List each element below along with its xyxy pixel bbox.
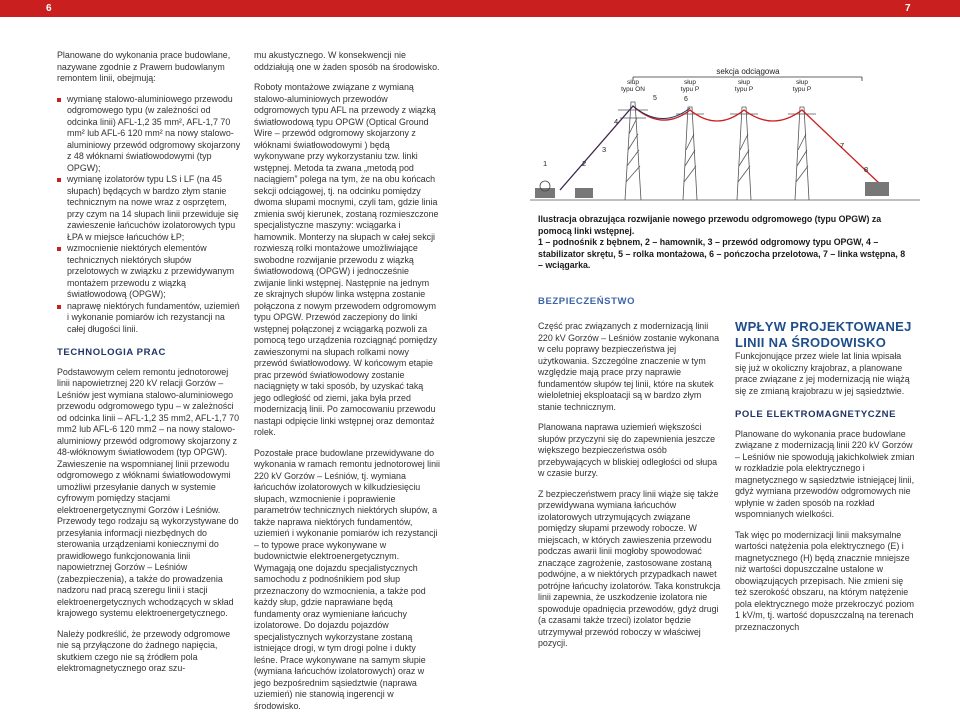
paragraph: Część prac związanych z modernizacją linii 220 kV Gorzów – Leśniów zostanie wykonana w celu poprawy bezpieczeństwa jej użytkowania. Szczególne znaczenie w tym względzie mają prace przy naprawie fundamentów słupów tej linii, które na skutek wieloletniej eksploatacji są w bardzo złym stanie technicznym.	[538, 321, 720, 412]
puller-icon	[865, 182, 889, 196]
number-5: 5	[653, 95, 657, 102]
list-item: wymianę stalowo-aluminiowego przewodu odgromowego typu (w zależności od odcinka linii) AFL-1,2 35 mm², AFL-1,7 70 mm² lub AFL-6 120 mm² na nowy stalowo-aluminiowy przewód odgromowy skojarzony z 48 włóknami światłowodowymi (typ OPGW);	[57, 94, 243, 175]
section-heading-emf: POLE ELEKTROMAGNETYCZNE	[735, 409, 897, 420]
caption-title: Ilustracja obrazująca rozwijanie nowego przewodu odgromowego (typu OPGW) za pomocą linki wstępnej.	[538, 214, 882, 236]
column-2	[254, 50, 440, 721]
figure-caption	[538, 214, 910, 272]
paragraph: Roboty montażowe związane z wymianą stalowo-aluminiowych przewodów odgromowych typu AFL na przewody z wiązką światłowodową typu OPGW (Optical Ground Wire – przewód odgromowy skojarzony z włóknami światłowodowymi ) będą wykonywane przy wykorzystaniu tzw. linki wstępnej. Metoda ta zwana „metodą pod naciągiem” polega na tym, że na obu końcach sekcji odciągowej, tj. na odcinku pomiędzy dwoma słupami mocnymi, czyli tam, gdzie linia zmienia swój kierunek, zostaną rozmieszczone specjalistyczne maszyny: wciągarka i hamownik. Monterzy na słupach w całej sekcji rozwieszą rolki montażowe umożliwiające swobodne rozwijanie przewodu z wiązką światłowodową (OPGW) i jednocześnie zwijanie linki wstępnej. Następnie na jednym ze skrajnych słupów linka wstępna zostanie połączona z nowym przewodem odgromowym typu OPGW. Przewód zaczepiony do linki wstępnej połączonej z wciągarką pozwoli za pomocą tego urządzenia rozciągnąć pomiędzy zawieszonymi na słupach rolkami nowy przewód światłowodowy. W końcowym etapie prac przewód światłowodowy zostanie naciągnięty w taki sposób, by uzyskać taką jego odległość od ziemi, jaka była przed modernizacją linii. Po zamocowaniu przewodu nastąpi odpięcie linki wstępnej oraz demontaż rolek.	[254, 82, 439, 437]
column-3	[538, 321, 724, 659]
number-6: 6	[684, 96, 688, 103]
paragraph: Z bezpieczeństwem pracy linii wiąże się także przewidywana wymiana łańcuchów izolatorowych utrzymujących związane pomiędzy słupami przewody robocze. W miejscach, w których zawieszenia przewodu podczas awarii linii mogłoby spowodować znaczące zagrożenie, zastosowane zostaną podwójne, a w niektórych przypadkach nawet potrójne łańcuchy izolatorów. Taka konstrukcja linii zapewnia, że uszkodzenie izolatora nie spowoduje opadnięcia przewodów, gdyż drugi (a czasami także trzeci) izolator będzie utrzymywał przewód roboczy w właściwej pozycji.	[538, 488, 721, 648]
list-item: wzmocnienie niektórych elementów technicznych niektórych słupów przelotowych w związku z przewidywanym montażem przewodu z wiązką światłowodową (OPGW);	[57, 243, 243, 301]
works-list	[57, 94, 243, 336]
tensioner-icon	[575, 188, 593, 198]
drum-truck-icon	[535, 188, 555, 198]
tower-icon	[730, 107, 758, 200]
list-item: naprawę niektórych fundamentów, uziemień i wykonanie pomiarów ich rezystancji na całej długości linii.	[57, 301, 243, 336]
section-heading-safety: BEZPIECZEŃSTWO	[538, 296, 636, 307]
page-header-bar	[0, 0, 960, 17]
column-1	[57, 50, 243, 684]
number-7: 7	[840, 141, 845, 150]
tower-icon	[676, 107, 704, 200]
column-4	[735, 321, 915, 642]
caption-legend: 1 – podnośnik z bębnem, 2 – hamownik, 3 – przewód odgromowy typu OPGW, 4 – stabilizator skrętu, 5 – rolka montażowa, 6 – pończocha przelotowa, 7 – linka wstępna, 8 – wciągarka.	[538, 237, 906, 270]
list-item: wymianę izolatorów typu LS i LF (na 45 słupach) będących w bardzo złym stanie technicznym na nowe wraz z osprzętem, przy czym na 14 słupach linii przewiduje się zawieszenie łańcuchów izolatorowych typu ŁPA w miejsce łańcuchów ŁP;	[57, 174, 243, 243]
tower-label: słup typu P	[680, 79, 700, 93]
number-8: 8	[864, 165, 869, 174]
number-4: 4	[614, 117, 619, 126]
opgw-conductor	[560, 106, 690, 190]
paragraph: Tak więc po modernizacji linii maksymalne wartości natężenia pola elektrycznego (E) i magnetycznego (H) będą znacznie mniejsze niż wartości dopuszczalne ustalone w obowiązujących przepisach. Nie zmieni się też szerokość obszaru, na którym natężenie pola elektrycznego może przekroczyć poziom 1 kV/m, tj. wartość dopuszczalną na terenach przeznaczonych	[735, 529, 915, 632]
paragraph: Należy podkreślić, że przewody odgromowe nie są przyłączone do żadnego napięcia, skutkiem czego nie są źródłem pola elektromagnetycznego oraz szu-	[57, 628, 231, 673]
page-number-right: 7	[905, 3, 911, 14]
intro-paragraph: Planowane do wykonania prace budowlane, nazywane zgodnie z Prawem budowlanym remontem linii, obejmują:	[57, 50, 231, 83]
section-heading-technology: TECHNOLOGIA PRAC	[57, 347, 166, 358]
tower-label: słup typu ON	[621, 79, 645, 93]
stringing-diagram-svg	[530, 62, 920, 212]
pilot-line	[560, 106, 880, 190]
paragraph: Pozostałe prace budowlane przewidywane do wykonania w ramach remontu jednotorowej linii 220 kV Gorzów – Leśniów, tj. wymiana łańcuchów izolatorowych w kilkudziesięciu słupach, wzmocnienie i poprawienie parametrów technicznych niektórych słupów, a także naprawa niektórych fundamentów, uziemień i wykonanie pomiarów ich rezystancji – to typowe prace wykonywane w budownictwie elektroenergetycznym. Wymagają one dojazdu specjalistycznych samochodu z podnośnikiem pod słup przeznaczony do wzmocnienia, a także pod każdy słup, gdzie naprawiane będą fundamenty oraz wymieniane łańcuchy izolatorowe. Do dojazdu pojazdów specjalistycznych wykorzystane zostaną istniejące drogi, w tym drogi polne i dukty leśne. Prace wykonywane na samym słupie (wymiana łańcuchów izolatorowych) oraz w jego bezpośrednim sąsiedztwie (naprawa uziemień) nie stanowią ingerencji w środowisko.	[254, 447, 440, 711]
paragraph: Podstawowym celem remontu jednotorowej linii napowietrznej 220 kV relacji Gorzów – Leśniów jest wymiana stalowo-aluminiowego przewodu odgromowego typu – w zależności od odcinka linii – AFL-1,2 35 mm2, AFL-1,7 70 mm2 lub AFL-6 120 mm2 – na nowy stalowo-aluminiowy przewód odgromowy skojarzony z 48-włóknowym światłowodem (typ OPGW). Zawieszenie na wspomnianej linii przewodu odgromowego z włóknami światłowodowymi umożliwi przesyłanie danych w systemie cyfrowym pomiędzy stacjami elektroenergetycznymi Gorzów i Leśniów. Przewody tego rodzaju są wykorzystywane do przesyłania informacji niezbędnych do sterowania urządzeniami koniecznymi do prawidłowego funkcjonowania linii napowietrznej Gorzów – Leśniów (zabezpieczenia), a także do prowadzenia nadzoru nad pracą szeregu linii i stacji elektroenergetycznych wchodzących w skład krajowego systemu elektroenergetycznego.	[57, 366, 240, 618]
tower-icon	[788, 107, 816, 200]
tower-label: słup typu P	[792, 79, 812, 93]
number-3: 3	[602, 145, 607, 154]
tower-icon	[618, 102, 648, 200]
number-2: 2	[582, 159, 587, 168]
page-number-left: 6	[46, 3, 52, 14]
paragraph: Planowane do wykonania prace budowlane związane z modernizacją linii 220 kV Gorzów – Leśniów nie spowodują jakichkolwiek zmian w rozkładzie pola elektrycznego i magnetycznego w sąsiedztwie istniejącej linii, gdyż wymiana przewodów odgromowych nie wpłynie w żaden sposób na rozkład wspomnianych wielkości.	[735, 428, 915, 519]
section-heading-environment: WPŁYW PROJEKTOWANEJ LINII NA ŚRODOWISKO	[735, 319, 912, 350]
paragraph: mu akustycznego. W konsekwencji nie oddziałują one w żaden sposób na środowisko.	[254, 50, 440, 72]
paragraph: Funkcjonujące przez wiele lat linia wpisała się już w okoliczny krajobraz, a planowane prace związane z jej modernizacją nie wiążą się ze zmianą krajobrazu w jej sąsiedztwie.	[735, 351, 910, 396]
paragraph: Planowana naprawa uziemień większości słupów przyczyni się do zapewnienia jeszcze większego bezpieczeństwa osób przebywających w bliskiej odległości od słupa w czasie burzy.	[538, 422, 718, 478]
stringing-diagram	[530, 62, 920, 212]
number-1: 1	[543, 159, 548, 168]
tower-label: słup typu P	[734, 79, 754, 93]
section-title: sekcja odciągowa	[716, 67, 780, 76]
